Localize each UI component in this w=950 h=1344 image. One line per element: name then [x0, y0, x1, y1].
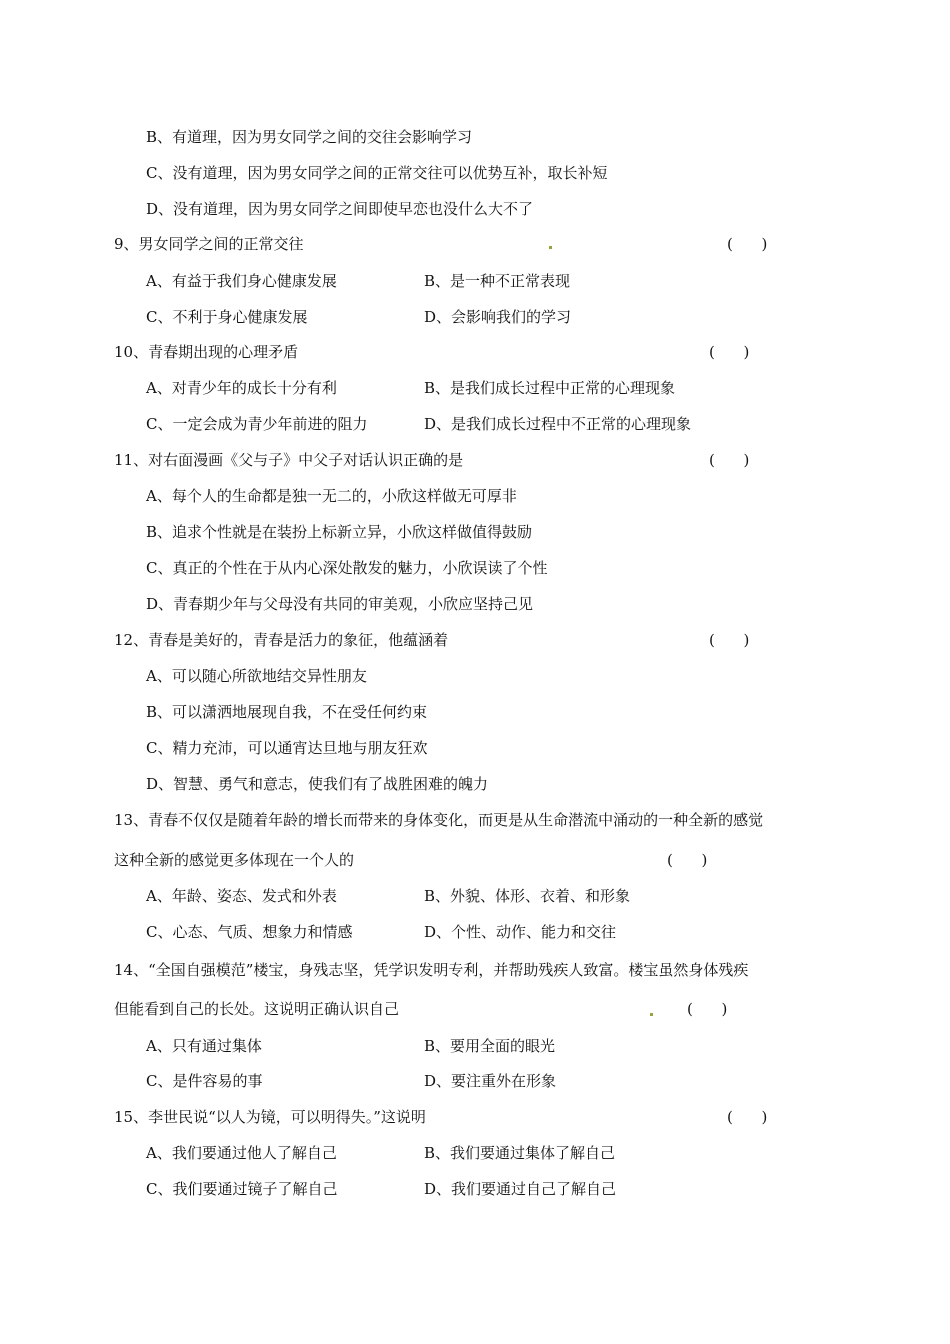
- q13-option-d: D、个性、动作、能力和交往: [424, 923, 617, 941]
- q11-option-d: D、青春期少年与父母没有共同的审美观，小欣应坚持己见: [146, 595, 534, 613]
- q8-option-c: C、没有道理，因为男女同学之间的正常交往可以优势互补，取长补短: [146, 164, 608, 182]
- q13-stem-line1: 13、青春不仅仅是随着年龄的增长而带来的身体变化，而更是从生命潜流中涌动的一种全新的感觉: [114, 811, 764, 829]
- stray-dot: [549, 246, 552, 249]
- q8-option-b: B、有道理，因为男女同学之间的交往会影响学习: [146, 128, 473, 146]
- q15-option-a: A、我们要通过他人了解自己: [146, 1144, 337, 1162]
- q10-stem: 10、青春期出现的心理矛盾: [114, 343, 299, 361]
- q8-option-d: D、没有道理，因为男女同学之间即使早恋也没什么大不了: [146, 200, 534, 218]
- q10-option-a: A、对青少年的成长十分有利: [146, 379, 337, 397]
- q11-option-c: C、真正的个性在于从内心深处散发的魅力，小欣误读了个性: [146, 559, 548, 577]
- q12-stem: 12、青春是美好的，青春是活力的象征，他蕴涵着: [114, 631, 449, 649]
- q11-stem: 11、对右面漫画《父与子》中父子对话认识正确的是: [114, 451, 464, 469]
- q13-option-c: C、心态、气质、想象力和情感: [146, 923, 353, 941]
- q14-answer-blank: ( ): [687, 1000, 728, 1018]
- q9-stem: 9、男女同学之间的正常交往: [114, 235, 304, 253]
- q10-option-b: B、是我们成长过程中正常的心理现象: [424, 379, 676, 397]
- q10-answer-blank: ( ): [709, 343, 750, 361]
- q9-option-c: C、不利于身心健康发展: [146, 308, 308, 326]
- q15-stem: 15、李世民说“以人为镜，可以明得失。”这说明: [114, 1108, 426, 1126]
- q10-option-c: C、一定会成为青少年前进的阻力: [146, 415, 368, 433]
- q14-option-a: A、只有通过集体: [146, 1037, 262, 1055]
- q9-option-b: B、是一种不正常表现: [424, 272, 571, 290]
- q12-option-d: D、智慧、勇气和意志，使我们有了战胜困难的魄力: [146, 775, 489, 793]
- q13-option-a: A、年龄、姿态、发式和外表: [146, 887, 337, 905]
- q13-answer-blank: ( ): [667, 851, 708, 869]
- q9-option-a: A、有益于我们身心健康发展: [146, 272, 337, 290]
- q14-option-d: D、要注重外在形象: [424, 1072, 557, 1090]
- q13-stem-line2: 这种全新的感觉更多体现在一个人的: [114, 851, 355, 869]
- q11-option-a: A、每个人的生命都是独一无二的，小欣这样做无可厚非: [146, 487, 517, 505]
- q11-option-b: B、追求个性就是在装扮上标新立异，小欣这样做值得鼓励: [146, 523, 533, 541]
- q14-stem-line1: 14、“全国自强模范”楼宝，身残志坚，凭学识发明专利，并帮助残疾人致富。楼宝虽然身体残疾: [114, 961, 749, 979]
- q9-answer-blank: ( ): [727, 235, 768, 253]
- q9-option-d: D、会影响我们的学习: [424, 308, 572, 326]
- q13-option-b: B、外貌、体形、衣着、和形象: [424, 887, 631, 905]
- q12-option-c: C、精力充沛，可以通宵达旦地与朋友狂欢: [146, 739, 428, 757]
- q15-option-c: C、我们要通过镜子了解自己: [146, 1180, 338, 1198]
- q15-option-d: D、我们要通过自己了解自己: [424, 1180, 617, 1198]
- q15-answer-blank: ( ): [727, 1108, 768, 1126]
- q14-option-b: B、要用全面的眼光: [424, 1037, 556, 1055]
- q14-stem-line2: 但能看到自己的长处。这说明正确认识自己: [114, 1000, 400, 1018]
- q12-option-b: B、可以潇洒地展现自我，不在受任何约束: [146, 703, 428, 721]
- q12-option-a: A、可以随心所欲地结交异性朋友: [146, 667, 367, 685]
- q15-option-b: B、我们要通过集体了解自己: [424, 1144, 616, 1162]
- stray-dot: [650, 1013, 653, 1016]
- q12-answer-blank: ( ): [709, 631, 750, 649]
- q11-answer-blank: ( ): [709, 451, 750, 469]
- q14-option-c: C、是件容易的事: [146, 1072, 263, 1090]
- q10-option-d: D、是我们成长过程中不正常的心理现象: [424, 415, 692, 433]
